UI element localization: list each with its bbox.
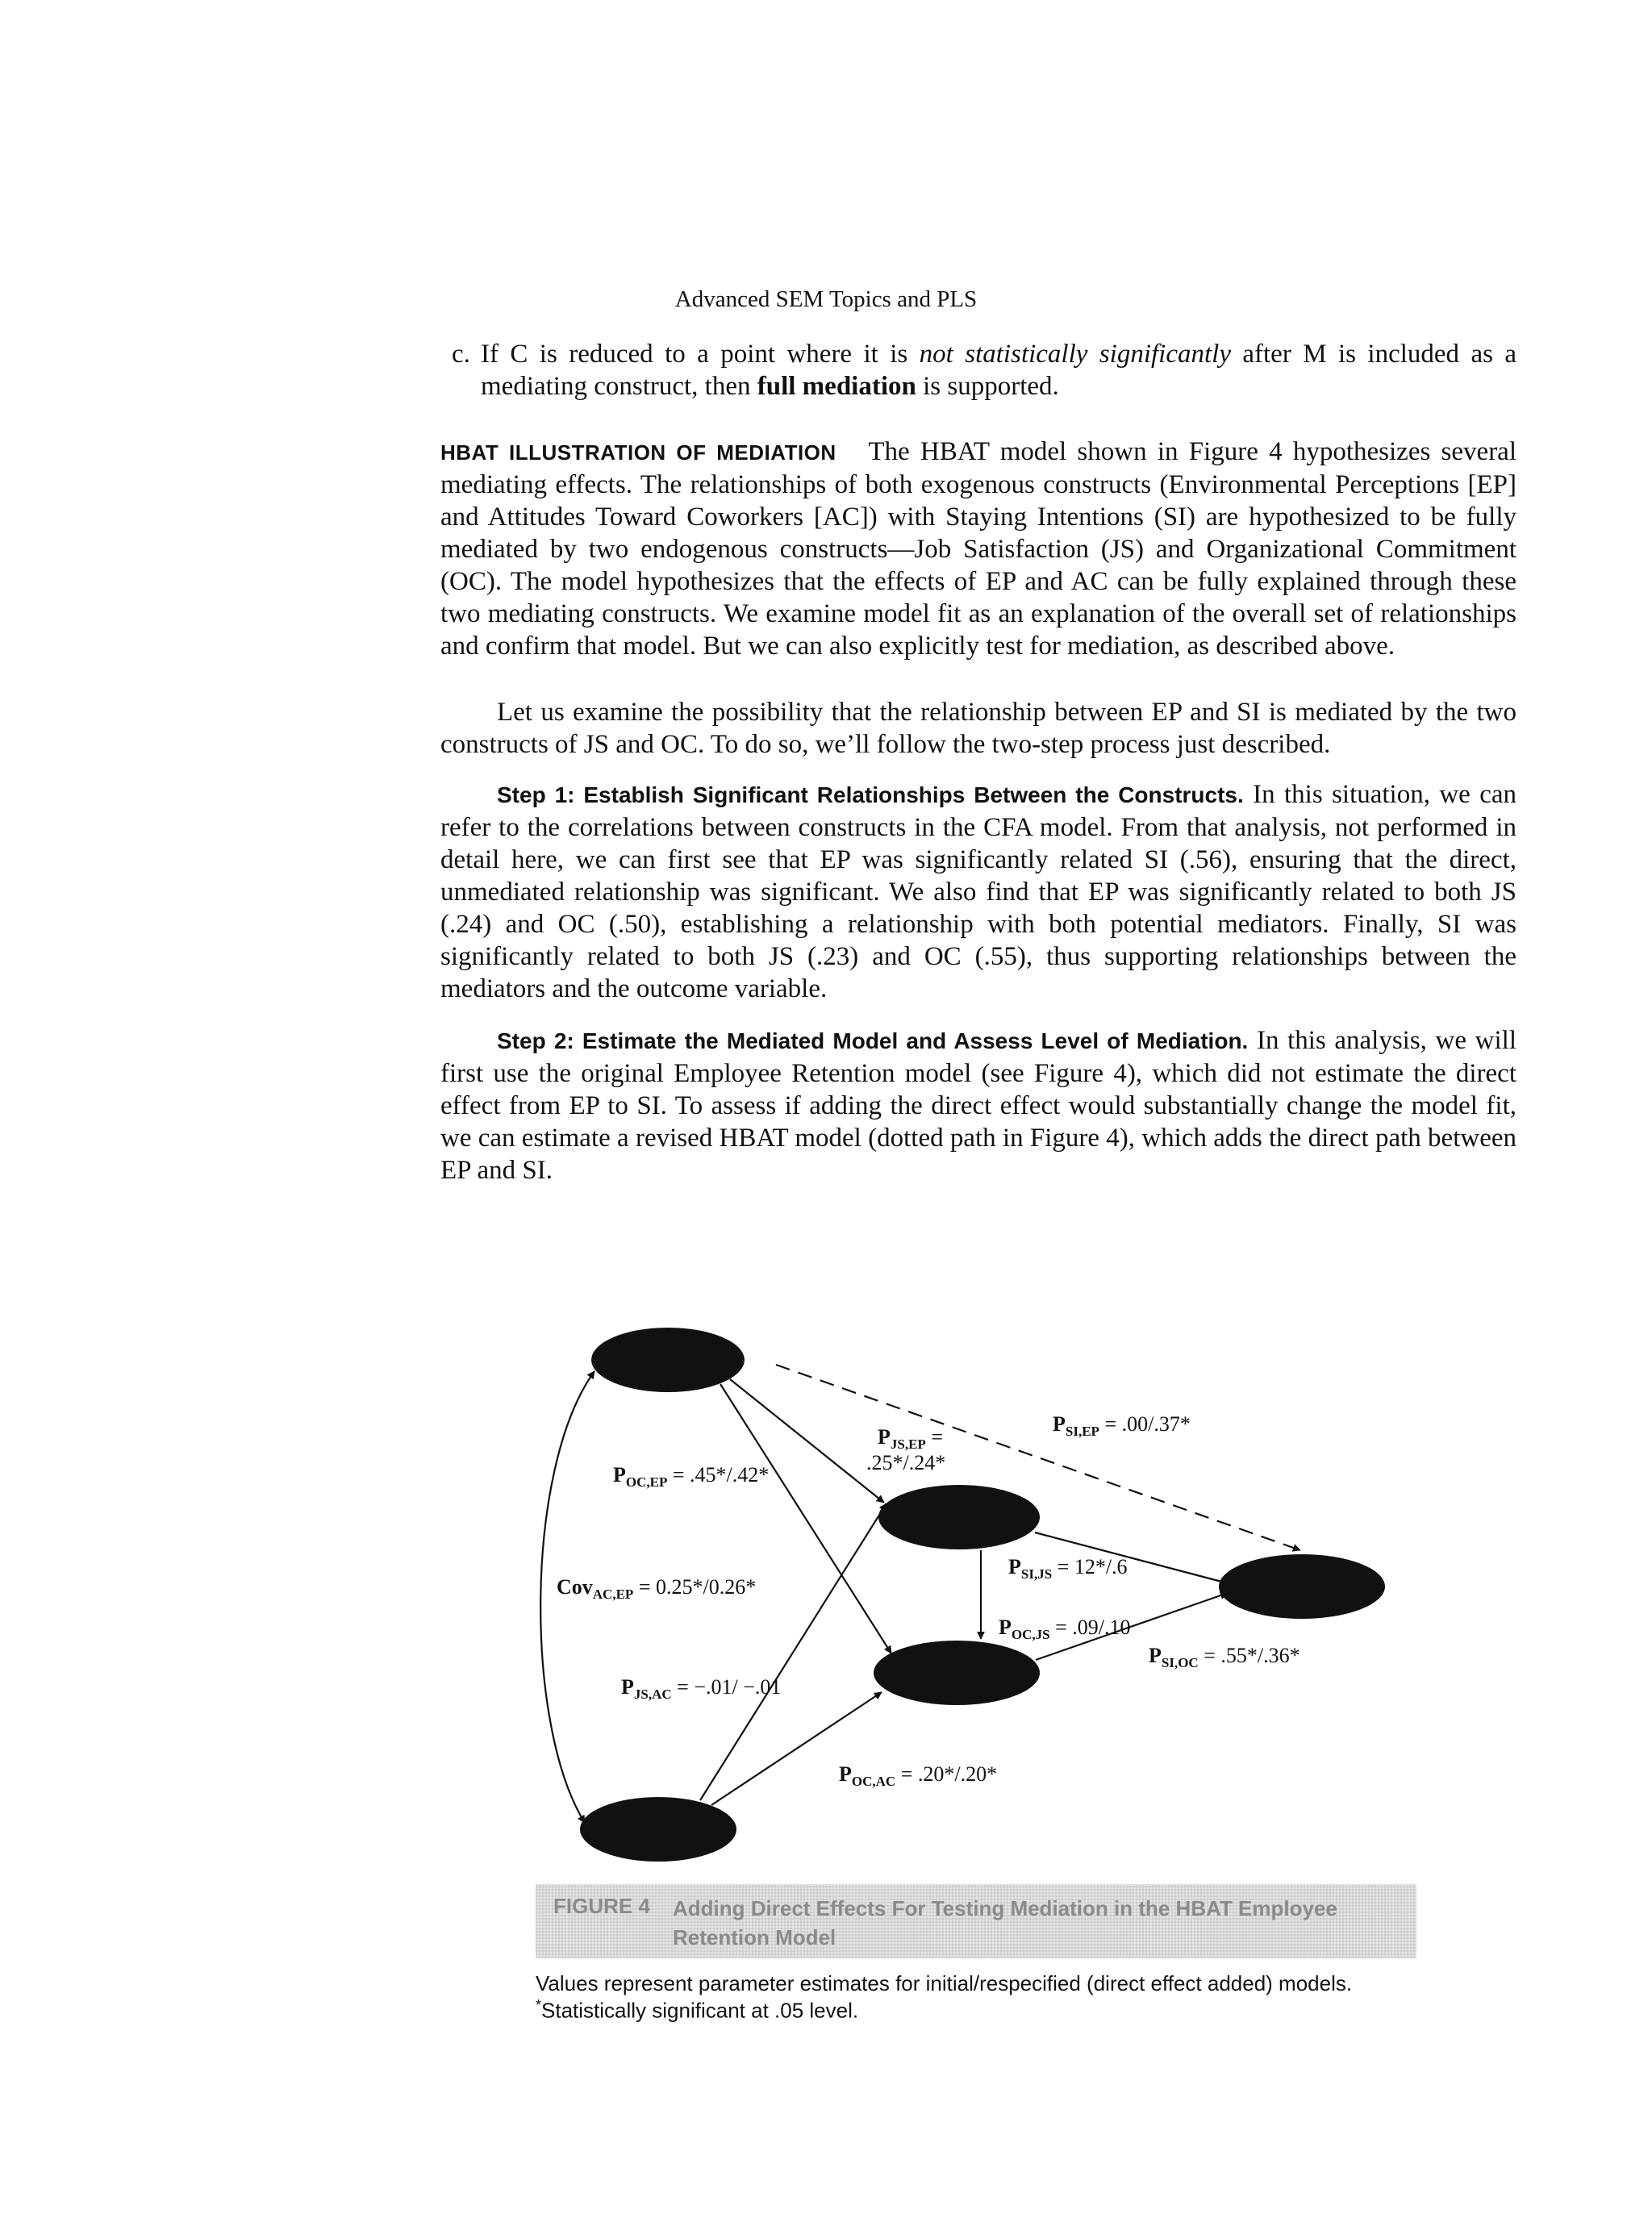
hbat-heading: HBAT ILLUSTRATION OF MEDIATION [440, 440, 836, 465]
label-p-si-js: $P_{SI,JS} = 12*/.6$ [1008, 1555, 1128, 1582]
label-p-oc-ac: $P_{OC,AC} = .20*/.20*$ [839, 1762, 998, 1789]
running-head: Advanced SEM Topics and PLS [674, 286, 978, 312]
label-p-si-ep: $P_{SI,EP} = .00/.37*$ [1053, 1412, 1191, 1439]
figure-label: FIGURE 4 [553, 1894, 650, 1918]
list-text-2: after M is included as a mediating construct, then [481, 340, 1516, 401]
step2-heading: Step 2: Estimate the Mediated Model and Assess Level of Mediation. [497, 1028, 1249, 1053]
figure-title: Adding Direct Effects For Testing Mediation in the HBAT Employee Retention Model [673, 1896, 1337, 1949]
si-construct-oval [1219, 1554, 1385, 1619]
step1-text: In this situation, we can refer to the correlations between constructs in the CFA model. From that analysis, not performed in detail here, we can first see that EP was significantly related SI (.56), ensuring that the direct, unmediated relationship was significant. We also find that EP was significantly related to both JS (.24) and OC (.50), establishing a relationship with both potential mediators. Finally, SI was significantly related to both JS (.23) and OC (.55), thus supporting relationships between the mediators and the outcome variable. [440, 780, 1516, 1003]
label-p-js-ep: $P_{JS,EP}$ = [878, 1425, 943, 1452]
ac-construct-oval [580, 1797, 736, 1862]
path-ac-js [700, 1503, 886, 1800]
ep-construct-oval [591, 1328, 745, 1392]
significance-text: Statistically significant at .05 level. [541, 1998, 859, 2023]
hbat-text: The HBAT model shown in Figure 4 hypothesizes several mediating effects. The relationships of both exogenous constructs (Environmental Perceptions [EP] and Attitudes Toward Coworkers [AC]) with Staying Intentions (SI) are hypothesized to be fully mediated by two endogenous constructs—Job Satisfaction (JS) and Organizational Commitment (OC). The model hypothesizes that the effects of EP and AC can be fully explained through these two mediating constructs. We examine model fit as an explanation of the overall set of relationships and confirm that model. But we can also explicitly test for mediation, as described above. [440, 437, 1516, 661]
significance-marker: * [536, 1997, 542, 2013]
list-marker: c. [452, 340, 470, 369]
list-text-1: If C is reduced to a point where it is [481, 340, 920, 369]
step1-heading: Step 1: Establish Significant Relationships Between the Constructs. [497, 782, 1244, 807]
oc-construct-oval [874, 1641, 1040, 1705]
list-text-3: is supported. [916, 372, 1059, 401]
list-bold-term: full mediation [757, 372, 916, 401]
figure-note-significance [536, 1997, 858, 2024]
label-p-si-oc: $P_{SI,OC} = .55*/.36*$ [1149, 1644, 1300, 1670]
label-p-oc-ep: $P_{OC,EP} = .45*/.42*$ [613, 1463, 770, 1490]
step2-text: In this analysis, we will first use the original Employee Retention model (see Figure 4), which did not estimate the direct effect from EP to SI. To assess if adding the direct effect would substantially change the model fit, we can estimate a revised HBAT model (dotted path in Figure 4), which adds the direct path between EP and SI. [440, 1026, 1516, 1185]
js-construct-oval [878, 1485, 1040, 1549]
list-italic-phrase: not statistically significantly [919, 340, 1231, 369]
figure-note-values: Values represent parameter estimates for initial/respecified (direct effect added) models. [536, 1971, 1353, 1995]
label-p-js-ac: $P_{JS,AC} = -.01/ -.01$ [621, 1675, 782, 1702]
label-p-js-ep-values: .25*/.24* [866, 1451, 946, 1474]
let-us-paragraph: Let us examine the possibility that the relationship between EP and SI is mediated by the two constructs of JS and OC. To do so, we’ll follow the two-step process just described. [440, 698, 1516, 759]
label-p-oc-js: $P_{OC,JS} = .09/.10$ [999, 1616, 1131, 1642]
label-cov-ac-ep: Cov$_{AC,EP}$ = 0.25*/0.26* [557, 1575, 757, 1602]
path-ep-oc [720, 1384, 891, 1653]
figure-caption-box [536, 1884, 1416, 1958]
